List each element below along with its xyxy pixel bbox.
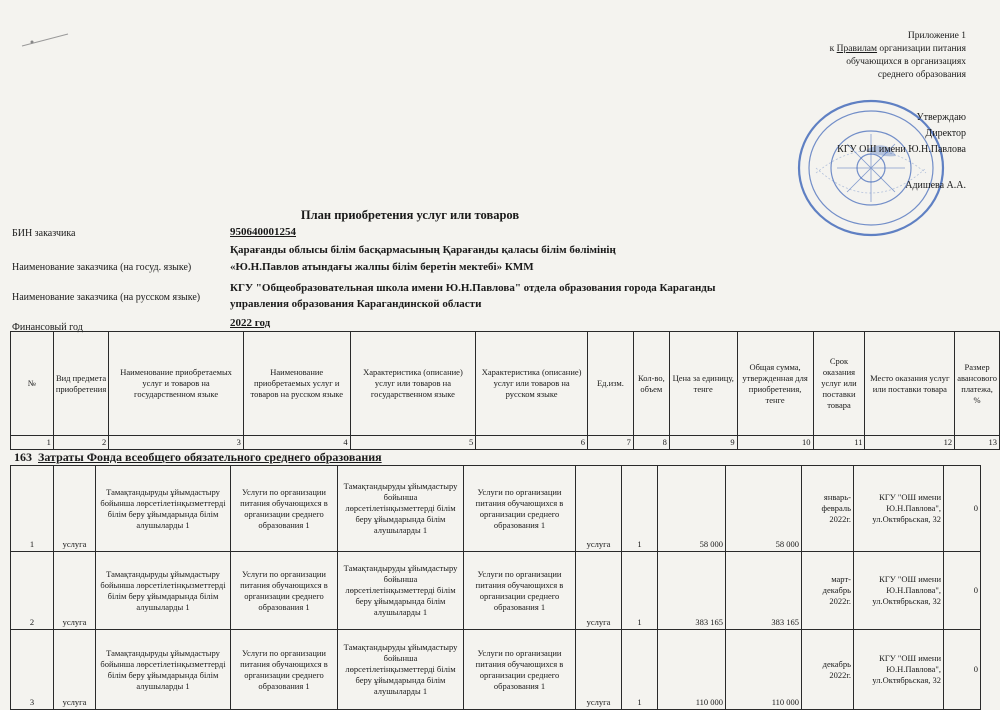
column-number: 12 [865,436,955,450]
approve-word: Утверждаю [916,112,966,123]
column-number: 3 [109,436,244,450]
approver-name: Адишева А.А. [905,180,966,191]
name-ru-value-1: КГУ "Общеобразовательная школа имени Ю.Н.Павлова" отдела образования города Караганды [230,282,716,294]
header-cell: Характеристика (описание) услуг или товаров на русском языке [476,332,588,436]
table-row [11,552,981,630]
column-number: 9 [669,436,737,450]
row-desc-kz: Тамақтандыруды ұйымдастыру бойынша лөрсетілетінқызметтерді білім беру ұйымдарында білім алушыларды 1 [338,630,464,710]
row-name-ru: Услуги по организации питания обучающихся в организации среднего образования 1 [231,630,338,710]
row-number: 3 [11,630,54,710]
row-number: 1 [11,466,54,552]
row-advance: 0 [944,630,981,710]
appendix-line-2: к Правилам организации питания [829,44,966,54]
section-heading [14,450,382,465]
appendix-line-1: Приложение 1 [907,31,966,41]
row-desc-kz: Тамақтандыруды ұйымдастыру бойынша лөрсетілетінқызметтерді білім беру ұйымдарында білім алушыларды 1 [338,552,464,630]
row-kind: услуга [54,466,96,552]
row-unit: услуга [576,552,622,630]
row-unit: услуга [576,630,622,710]
row-kind: услуга [54,552,96,630]
column-number: 1 [11,436,54,450]
header-cell: Размер авансового платежа, % [955,332,1000,436]
row-desc-ru: Услуги по организации питания обучающихся в организации среднего образования 1 [464,552,576,630]
row-price: 110 000 [658,630,726,710]
row-desc-ru: Услуги по организации питания обучающихся в организации среднего образования 1 [464,630,576,710]
name-state-label: Наименование заказчика (на госуд. языке) [12,262,192,273]
name-state-value-2: «Ю.Н.Павлов атындағы жалпы білім беретін мектебі» КММ [230,261,534,273]
header-cell: Общая сумма, утвержденная для приобретения, тенге [737,332,813,436]
row-term: декабрь 2022г. [802,630,854,710]
section-title: Затраты Фонда всеобщего обязательного среднего образования [38,450,382,464]
approver-position: Директор [925,128,966,139]
header-cell: Вид предмета приобретения [53,332,108,436]
row-term: март-декабрь 2022г. [802,552,854,630]
table-row [11,630,981,710]
bin-value: 950640001254 [230,226,296,238]
column-number: 7 [587,436,633,450]
row-place: КГУ "ОШ имени Ю.Н.Павлова", ул.Октябрьская, 32 [854,630,944,710]
pen-mark-icon [20,30,70,50]
row-advance: 0 [944,466,981,552]
row-place: КГУ "ОШ имени Ю.Н.Павлова", ул.Октябрьская, 32 [854,466,944,552]
row-kind: услуга [54,630,96,710]
header-row [11,332,1000,436]
header-cell: Цена за единицу, тенге [669,332,737,436]
row-total: 58 000 [726,466,802,552]
header-cell: Характеристика (описание) услуг или товаров на государственном языке [350,332,476,436]
year-label: Финансовый год [12,322,83,333]
row-qty: 1 [622,552,658,630]
table-row [11,466,981,552]
row-unit: услуга [576,466,622,552]
header-table [10,331,1000,450]
appendix-line-4: среднего образования [877,70,966,80]
column-number: 10 [737,436,813,450]
row-place: КГУ "ОШ имени Ю.Н.Павлова", ул.Октябрьская, 32 [854,552,944,630]
approval-block [766,110,966,194]
name-ru-label: Наименование заказчика (на русском языке) [12,292,201,303]
header-cell: Срок оказания услуг или поставки товара [813,332,865,436]
rules-link[interactable]: Правилам [836,44,878,54]
bin-label: БИН заказчика [12,228,76,239]
header-cell: Ед.изм. [587,332,633,436]
appendix-line-3: обучающихся в организациях [846,57,966,67]
year-value: 2022 год [230,317,271,329]
row-advance: 0 [944,552,981,630]
column-number: 2 [53,436,108,450]
row-qty: 1 [622,630,658,710]
page-title: План приобретения услуг или товаров [300,208,520,222]
row-price: 58 000 [658,466,726,552]
header-cell: Кол-во, объем [633,332,669,436]
row-name-kz: Тамақтандыруды ұйымдастыру бойынша лөрсетілетінқызметтерді білім беру ұйымдарында білім алушыларды 1 [96,552,231,630]
row-total: 110 000 [726,630,802,710]
row-number: 2 [11,552,54,630]
header-cell: Наименование приобретаемых услуг и товаров на русском языке [243,332,350,436]
name-ru-value-2: управления образования Карагандинской области [230,298,482,310]
header-cell: № [11,332,54,436]
column-number: 5 [350,436,476,450]
column-number: 4 [243,436,350,450]
items-table [10,465,981,710]
row-total: 383 165 [726,552,802,630]
section-code: 163 [14,450,32,464]
row-name-kz: Тамақтандыруды ұйымдастыру бойынша лөрсетілетінқызметтерді білім беру ұйымдарында білім алушыларды 1 [96,630,231,710]
column-number: 6 [476,436,588,450]
appendix-note [746,30,966,82]
header-cell: Место оказания услуг или поставки товара [865,332,955,436]
row-desc-ru: Услуги по организации питания обучающихся в организации среднего образования 1 [464,466,576,552]
name-state-value-1: Қарағанды облысы білім басқармасының Қарағанды қаласы білім бөлімінің [230,244,616,256]
approver-org: КГУ ОШ имени Ю.Н.Павлова [837,144,966,155]
header-cell: Наименование приобретаемых услуг и товаров на государственном языке [109,332,244,436]
column-number-row [11,436,1000,450]
row-name-ru: Услуги по организации питания обучающихся в организации среднего образования 1 [231,466,338,552]
row-name-kz: Тамақтандыруды ұйымдастыру бойынша лөрсетілетінқызметтерді білім беру ұйымдарында білім алушыларды 1 [96,466,231,552]
column-number: 8 [633,436,669,450]
row-qty: 1 [622,466,658,552]
column-number: 13 [955,436,1000,450]
row-price: 383 165 [658,552,726,630]
row-desc-kz: Тамақтандыруды ұйымдастыру бойынша лөрсетілетінқызметтерді білім беру ұйымдарында білім алушыларды 1 [338,466,464,552]
row-name-ru: Услуги по организации питания обучающихся в организации среднего образования 1 [231,552,338,630]
row-term: январь-февраль 2022г. [802,466,854,552]
column-number: 11 [813,436,865,450]
